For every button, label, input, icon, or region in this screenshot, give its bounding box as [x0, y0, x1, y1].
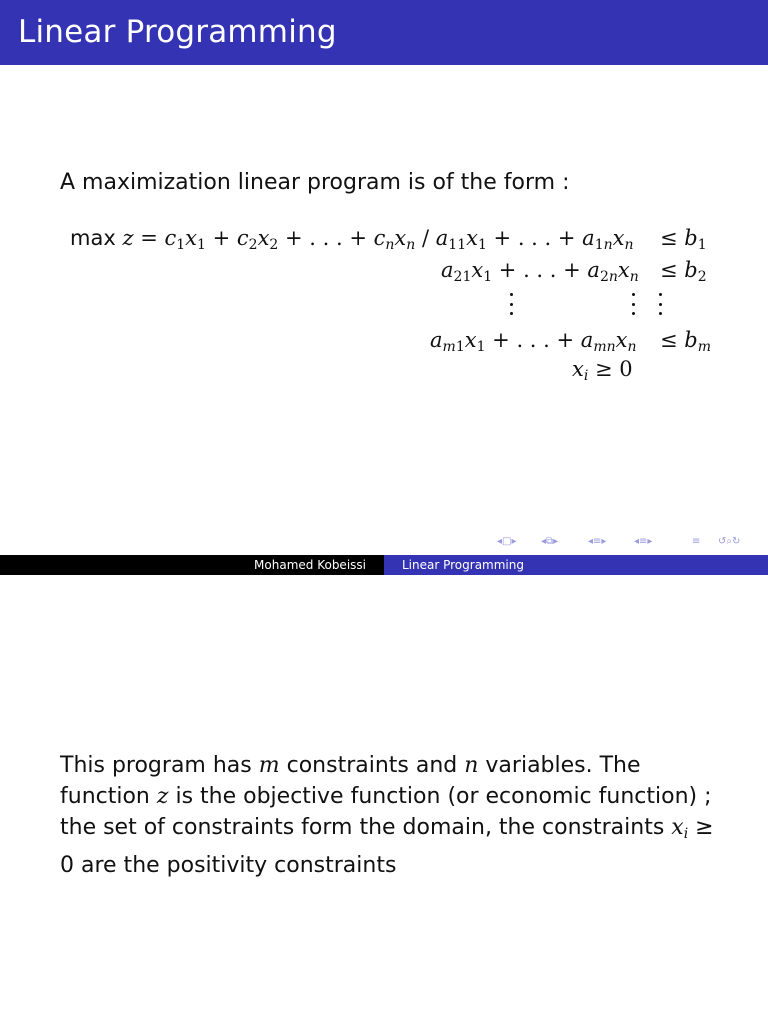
subsection-prev-icon[interactable]: ◂ [541, 536, 547, 547]
nav-part-group[interactable] [634, 536, 652, 550]
constraint-m-lhs: $a_{m1}x_1$ + . . . + $a_{mn}x_n$ [430, 328, 637, 355]
frame-icon: □ [502, 536, 512, 547]
objective-function: $\max z = c_1x_1 + c_2x_2$ + . . . + $c_nx_n / a_{11}x_1$ + . . . + $a_{1n}x_n$ [70, 226, 634, 253]
slide-title: Linear Programming [18, 14, 337, 50]
nav-subsection-group[interactable] [541, 536, 558, 550]
vdots-right [658, 293, 662, 315]
frame-next-icon[interactable]: ▸ [511, 536, 517, 547]
subsection-icon: ⧉ [546, 536, 554, 547]
nav-section-group[interactable] [588, 536, 606, 550]
explanation-paragraph: This program has m constraints and n variables. The function z is the objective function (or economic function) ; the set of constraints form the domain, the constraints $x_i \ge 0$ are the positivity constraints [60, 753, 714, 878]
part-icon: ≡ [639, 536, 648, 547]
part-next-icon[interactable]: ▸ [647, 536, 653, 547]
footer-bar [0, 555, 768, 575]
subsection-next-icon[interactable]: ▸ [553, 536, 559, 547]
search-icon[interactable]: ↺⌕↻ [718, 536, 741, 547]
nonnegativity-constraint: $x_i \ge 0$ [572, 357, 633, 384]
constraint-1-rhs: ≤ $b_1$ [660, 226, 707, 253]
intro-text: A maximization linear program is of the form : [60, 170, 570, 195]
vdots-left [509, 293, 513, 315]
constraint-2-lhs: $a_{21}x_1$ + . . . + $a_{2n}x_n$ [441, 258, 639, 285]
footer-title: Linear Programming [402, 558, 524, 572]
section-prev-icon[interactable]: ◂ [588, 536, 594, 547]
footer-author-box [0, 555, 384, 575]
footer-author: Mohamed Kobeissi [254, 558, 366, 572]
constraint-2-rhs: ≤ $b_2$ [660, 258, 707, 285]
vdots-mid [631, 293, 635, 315]
constraint-m-rhs: ≤ $b_m$ [660, 328, 712, 355]
frame-prev-icon[interactable]: ◂ [497, 536, 503, 547]
title-bar [0, 0, 768, 65]
section-icon: ≡ [593, 536, 602, 547]
footer-title-box [384, 555, 768, 575]
part-prev-icon[interactable]: ◂ [634, 536, 640, 547]
nav-frame-group[interactable] [497, 536, 517, 550]
align-icon[interactable]: ≡ [692, 536, 701, 547]
section-next-icon[interactable]: ▸ [601, 536, 607, 547]
